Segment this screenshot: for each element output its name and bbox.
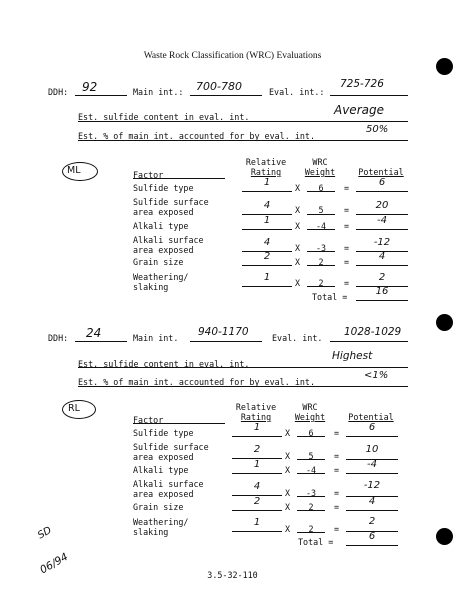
handwritten-date: 06/94 xyxy=(38,550,71,577)
main-int-label: Main int. xyxy=(133,333,179,343)
underline xyxy=(232,510,282,511)
rating-value: 2 xyxy=(263,251,271,262)
underline xyxy=(242,229,292,230)
underline xyxy=(356,191,408,192)
multiply-sign: X xyxy=(295,243,301,253)
underline xyxy=(190,341,262,342)
factor-name: Alkali surface xyxy=(133,479,204,489)
underline xyxy=(75,341,127,342)
rating-value: 2 xyxy=(253,496,261,507)
potential-value: -4 xyxy=(367,459,377,470)
eval-int-value: 725-726 xyxy=(340,78,384,90)
eval-int-value: 1028-1029 xyxy=(344,326,402,338)
factor-name: Weathering/ xyxy=(133,272,189,282)
factor-name: Alkali type xyxy=(133,221,189,231)
factor-name: Sulfide type xyxy=(133,428,194,438)
weight-value: -3 xyxy=(315,243,327,253)
eval-int-label: Eval. int.: xyxy=(269,87,325,97)
rating-value: 1 xyxy=(263,272,271,283)
factor-name: Sulfide surface xyxy=(133,442,209,452)
underline xyxy=(307,265,335,266)
equals-sign: = xyxy=(334,524,340,534)
total-label: Total = xyxy=(298,537,334,547)
potential-value: 4 xyxy=(368,496,376,507)
total-value: 6 xyxy=(368,531,376,542)
multiply-sign: X xyxy=(285,488,291,498)
rock-code: ML xyxy=(67,165,81,176)
rating-value: 4 xyxy=(263,200,271,211)
rating-header: Rating xyxy=(250,167,282,177)
multiply-sign: X xyxy=(295,257,301,267)
underline xyxy=(232,436,282,437)
weight-header: Weight xyxy=(294,412,326,422)
factor-name: Alkali type xyxy=(133,465,189,475)
total-label: Total = xyxy=(312,292,348,302)
rock-code: RL xyxy=(68,403,80,414)
weight-value: 6 xyxy=(318,183,324,193)
factor-name: Sulfide surface xyxy=(133,197,209,207)
underline xyxy=(78,386,408,387)
multiply-sign: X xyxy=(295,278,301,288)
equals-sign: = xyxy=(344,278,350,288)
factor-header: Factor xyxy=(133,170,164,180)
potential-value: 4 xyxy=(378,251,386,262)
main-int-value: 700-780 xyxy=(196,80,242,93)
underline xyxy=(297,510,325,511)
factor-name-line2: area exposed xyxy=(133,489,194,499)
punch-hole-top xyxy=(436,58,453,75)
potential-value: 6 xyxy=(368,422,376,433)
reviewer-initials: SD xyxy=(36,524,54,542)
underline xyxy=(346,436,398,437)
underline xyxy=(75,95,127,96)
ddh-value: 92 xyxy=(82,80,98,94)
factor-header: Factor xyxy=(133,415,164,425)
multiply-sign: X xyxy=(285,524,291,534)
main-int-label: Main int.: xyxy=(133,87,184,97)
equals-sign: = xyxy=(334,428,340,438)
potential-value: 2 xyxy=(368,516,376,527)
rating-value: 1 xyxy=(253,517,261,528)
underline xyxy=(133,178,225,179)
est-percent-label: Est. % of main int. accounted for by eval. int. xyxy=(78,377,315,387)
rating-value: 1 xyxy=(253,459,261,470)
wrc-header: WRC xyxy=(302,402,318,412)
underline xyxy=(78,121,408,122)
punch-hole-bottom xyxy=(436,528,453,545)
underline xyxy=(346,473,398,474)
underline xyxy=(232,473,282,474)
multiply-sign: X xyxy=(285,428,291,438)
potential-header: Potential xyxy=(358,167,404,177)
underline xyxy=(307,251,335,252)
underline xyxy=(242,286,292,287)
factor-name-line2: slaking xyxy=(133,527,169,537)
rating-value: 4 xyxy=(263,237,271,248)
factor-name-line2: slaking xyxy=(133,282,169,292)
underline xyxy=(297,496,325,497)
page-number: 3.5-32-110 xyxy=(207,570,258,580)
underline xyxy=(297,473,325,474)
multiply-sign: X xyxy=(285,451,291,461)
equals-sign: = xyxy=(334,488,340,498)
underline xyxy=(297,459,325,460)
underline xyxy=(307,229,335,230)
equals-sign: = xyxy=(334,451,340,461)
punch-hole-middle xyxy=(436,314,453,331)
relative-header: Relative xyxy=(245,157,287,167)
est-percent-value: 50% xyxy=(366,124,389,135)
rating-value: 1 xyxy=(263,177,271,188)
equals-sign: = xyxy=(334,502,340,512)
multiply-sign: X xyxy=(285,465,291,475)
underline xyxy=(242,265,292,266)
factor-name: Weathering/ xyxy=(133,517,189,527)
est-sulfide-value: Average xyxy=(334,103,384,117)
underline xyxy=(242,191,292,192)
underline xyxy=(356,229,408,230)
factor-name: Alkali surface xyxy=(133,235,204,245)
underline xyxy=(356,265,408,266)
underline xyxy=(190,95,262,96)
weight-value: 5 xyxy=(318,205,324,215)
main-int-value: 940-1170 xyxy=(198,326,249,338)
underline xyxy=(346,510,398,511)
factor-name-line2: area exposed xyxy=(133,207,194,217)
underline xyxy=(133,423,225,424)
underline xyxy=(346,545,398,546)
multiply-sign: X xyxy=(295,221,301,231)
potential-value: 20 xyxy=(375,200,389,211)
est-sulfide-value: Highest xyxy=(332,350,373,362)
potential-value: 6 xyxy=(378,177,386,188)
weight-value: 2 xyxy=(318,278,324,288)
equals-sign: = xyxy=(344,205,350,215)
underline xyxy=(297,436,325,437)
wrc-header: WRC xyxy=(312,157,328,167)
potential-value: -4 xyxy=(377,215,387,226)
equals-sign: = xyxy=(334,465,340,475)
rating-header: Rating xyxy=(240,412,272,422)
underline xyxy=(356,300,408,301)
document-title: Waste Rock Classification (WRC) Evaluations xyxy=(143,51,322,61)
weight-value: 2 xyxy=(308,524,314,534)
equals-sign: = xyxy=(344,221,350,231)
underline xyxy=(307,214,335,215)
weight-value: -3 xyxy=(305,488,317,498)
underline xyxy=(232,531,282,532)
underline xyxy=(297,532,325,533)
equals-sign: = xyxy=(344,183,350,193)
relative-header: Relative xyxy=(235,402,277,412)
est-sulfide-label: Est. sulfide content in eval. int. xyxy=(78,112,250,122)
rating-value: 1 xyxy=(263,215,271,226)
multiply-sign: X xyxy=(295,205,301,215)
potential-value: -12 xyxy=(373,237,391,248)
est-percent-value: <1% xyxy=(364,370,389,381)
multiply-sign: X xyxy=(295,183,301,193)
eval-int-label: Eval. int. xyxy=(272,333,323,343)
ddh-value: 24 xyxy=(86,326,102,340)
factor-name: Sulfide type xyxy=(133,183,194,193)
potential-header: Potential xyxy=(348,412,394,422)
equals-sign: = xyxy=(344,257,350,267)
weight-value: -4 xyxy=(305,465,317,475)
underline xyxy=(307,286,335,287)
est-percent-label: Est. % of main int. accounted for by eval. int. xyxy=(78,131,315,141)
weight-value: -4 xyxy=(315,221,327,231)
potential-value: 10 xyxy=(365,444,379,455)
est-sulfide-label: Est. sulfide content in eval. int. xyxy=(78,359,250,369)
factor-name: Grain size xyxy=(133,257,184,267)
factor-name: Grain size xyxy=(133,502,184,512)
ddh-label: DDH: xyxy=(48,333,69,343)
rating-value: 2 xyxy=(253,444,261,455)
weight-value: 2 xyxy=(318,257,324,267)
underline xyxy=(78,140,408,141)
weight-header: Weight xyxy=(304,167,336,177)
underline xyxy=(330,341,408,342)
rating-value: 4 xyxy=(253,481,261,492)
underline xyxy=(330,95,408,96)
factor-name-line2: area exposed xyxy=(133,245,194,255)
potential-value: -12 xyxy=(363,480,381,491)
factor-name-line2: area exposed xyxy=(133,452,194,462)
weight-value: 5 xyxy=(308,451,314,461)
weight-value: 2 xyxy=(308,502,314,512)
total-value: 16 xyxy=(375,286,389,297)
potential-value: 2 xyxy=(378,272,386,283)
ddh-label: DDH: xyxy=(48,87,69,97)
weight-value: 6 xyxy=(308,428,314,438)
rating-value: 1 xyxy=(253,422,261,433)
multiply-sign: X xyxy=(285,502,291,512)
equals-sign: = xyxy=(344,243,350,253)
underline xyxy=(307,191,335,192)
underline xyxy=(78,367,408,368)
